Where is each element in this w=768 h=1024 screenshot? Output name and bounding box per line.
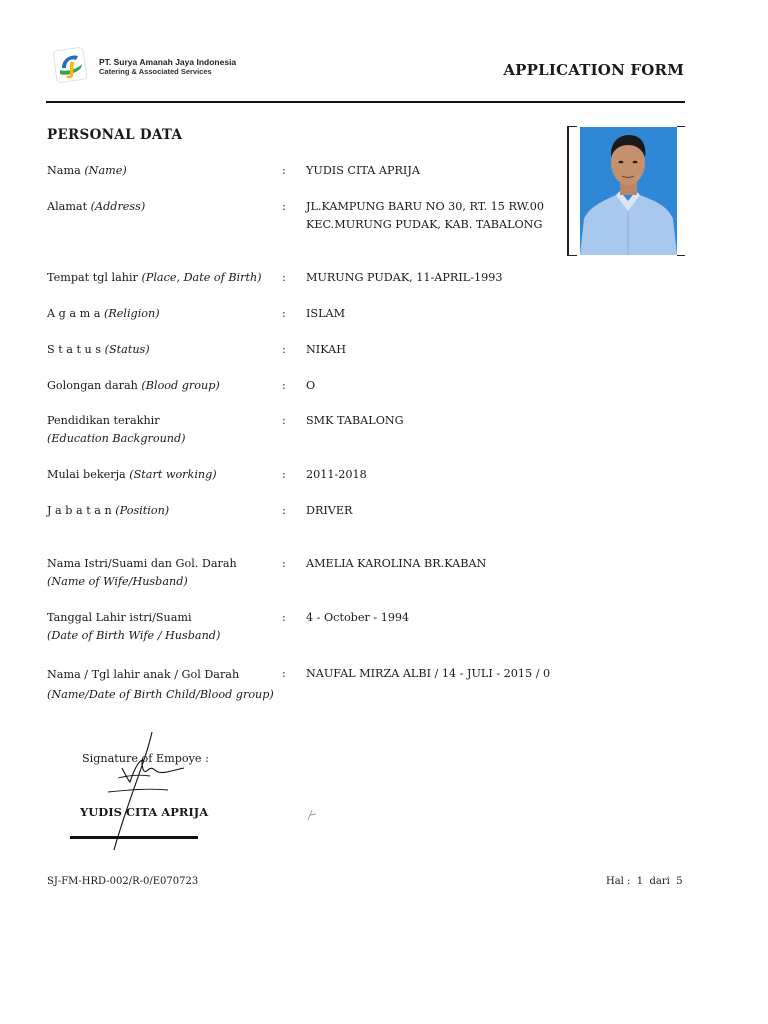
start-working-value: 2011-2018 (306, 468, 367, 481)
applicant-photo (580, 127, 677, 255)
education-colon: : (282, 414, 286, 427)
form-title: APPLICATION FORM (503, 61, 684, 79)
signature-name: YUDIS CITA APRIJA (80, 805, 209, 819)
address-colon: : (282, 200, 286, 213)
position-colon: : (282, 504, 286, 517)
religion-colon: : (282, 307, 286, 320)
spouse-name-label: Nama Istri/Suami dan Gol. Darah (Name of Wife/Husband) (47, 557, 237, 588)
name-label: Nama (Name) (47, 164, 127, 177)
child-value: NAUFAL MIRZA ALBI / 14 - JULI - 2015 / 0 (306, 667, 551, 680)
education-value: SMK TABALONG (306, 414, 404, 427)
address-value: JL.KAMPUNG BARU NO 30, RT. 15 RW.00 KEC.MURUNG PUDAK, KAB. TABALONG (306, 200, 544, 231)
blood-group-colon: : (282, 379, 286, 392)
birth-colon: : (282, 271, 286, 284)
start-working-colon: : (282, 468, 286, 481)
religion-value: ISLAM (306, 307, 346, 320)
pen-mark-icon (304, 806, 320, 822)
company-logo (52, 46, 88, 84)
company-name: PT. Surya Amanah Jaya Indonesia (99, 57, 237, 67)
status-value: NIKAH (306, 343, 346, 356)
spouse-dob-colon: : (282, 611, 286, 624)
spouse-name-colon: : (282, 557, 286, 570)
document-code: SJ-FM-HRD-002/R-0/E070723 (47, 876, 199, 887)
spouse-name-value: AMELIA KAROLINA BR.KABAN (306, 557, 487, 570)
name-colon: : (282, 164, 286, 177)
status-colon: : (282, 343, 286, 356)
birth-label: Tempat tgl lahir (Place, Date of Birth) (47, 271, 262, 284)
birth-value: MURUNG PUDAK, 11-APRIL-1993 (306, 271, 503, 284)
company-tagline: Catering & Associated Services (99, 67, 212, 76)
child-label: Nama / Tgl lahir anak / Gol Darah (Name/Date of Birth Child/Blood group) (47, 668, 274, 701)
header-divider (46, 101, 685, 103)
position-value: DRIVER (306, 504, 353, 517)
start-working-label: Mulai bekerja (Start working) (47, 468, 217, 481)
signature-line (70, 836, 198, 839)
page-indicator: Hal : 1 dari 5 (606, 876, 683, 887)
signature-label: Signature of Empoye : (82, 752, 209, 765)
education-label: Pendidikan terakhir (Education Background) (47, 414, 186, 445)
status-label: S t a t u s (Status) (47, 343, 150, 356)
handwritten-signature (98, 730, 198, 852)
religion-label: A g a m a (Religion) (47, 307, 160, 320)
name-value: YUDIS CITA APRIJA (306, 164, 420, 177)
section-title: PERSONAL DATA (47, 127, 183, 143)
spouse-dob-value: 4 - October - 1994 (306, 611, 410, 624)
blood-group-label: Golongan darah (Blood group) (47, 379, 220, 392)
child-colon: : (282, 667, 286, 680)
address-label: Alamat (Address) (47, 200, 146, 213)
spouse-dob-label: Tanggal Lahir istri/Suami (Date of Birth Wife / Husband) (47, 611, 221, 642)
position-label: J a b a t a n (Position) (47, 504, 170, 517)
company-info (99, 57, 236, 77)
blood-group-value: O (306, 379, 316, 392)
